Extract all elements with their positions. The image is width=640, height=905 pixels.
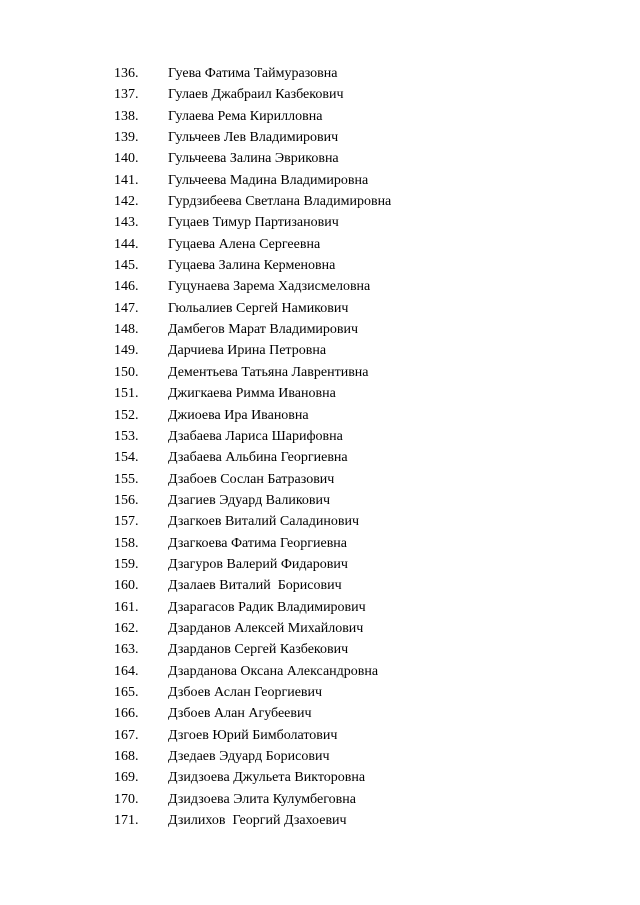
person-name: Дзарданов Сергей Казбекович — [168, 642, 349, 658]
person-name: Дзедаев Эдуард Борисович — [168, 749, 330, 764]
person-name: Гульчеева Залина Эвриковна — [168, 151, 339, 167]
person-name: Гульчеева Мадина Владимировна — [168, 172, 369, 188]
item-number: 139. — [114, 130, 139, 146]
item-number: 146. — [114, 279, 139, 295]
person-name: Гуцаева Алена Сергеевна — [168, 236, 321, 252]
item-number: 164. — [114, 663, 139, 679]
list-item — [0, 170, 640, 191]
list-item — [0, 511, 640, 532]
person-name: Дзгоев Юрий Бимболатович — [168, 727, 338, 743]
person-name: Гурдзибеева Светлана Владимировна — [168, 194, 392, 210]
list-item — [0, 554, 640, 575]
list-item — [0, 746, 640, 767]
item-number: 168. — [114, 749, 139, 764]
item-number: 166. — [114, 706, 139, 722]
item-number: 171. — [114, 813, 139, 829]
list-item — [0, 84, 640, 105]
person-name: Дарчиева Ирина Петровна — [168, 343, 327, 359]
item-number: 163. — [114, 642, 139, 658]
person-name: Дзарданов Алексей Михайлович — [168, 620, 364, 636]
list-item — [0, 575, 640, 596]
item-number: 165. — [114, 684, 139, 700]
list-item — [0, 426, 640, 447]
person-name: Дзарданова Оксана Александровна — [168, 663, 379, 679]
person-name: Дзилихов Георгий Дзахоевич — [168, 813, 347, 829]
person-name: Дзагуров Валерий Фидарович — [168, 556, 348, 572]
list-item — [0, 767, 640, 788]
item-number: 141. — [114, 172, 139, 188]
list-item — [0, 298, 640, 319]
item-number: 160. — [114, 578, 139, 594]
person-name: Дзарагасов Радик Владимирович — [168, 599, 366, 615]
person-name: Джигкаева Римма Ивановна — [168, 386, 336, 402]
list-item — [0, 405, 640, 426]
item-number: 155. — [114, 471, 139, 487]
person-name: Дзагкоев Виталий Саладинович — [168, 514, 360, 530]
item-number: 145. — [114, 258, 139, 274]
item-number: 156. — [114, 492, 139, 508]
person-name: Дзабаева Альбина Георгиевна — [168, 450, 348, 466]
item-number: 138. — [114, 108, 139, 124]
person-name: Дзабоев Сослан Батразович — [168, 471, 335, 487]
list-item — [0, 191, 640, 212]
item-number: 144. — [114, 236, 139, 252]
item-number: 142. — [114, 194, 139, 210]
list-item — [0, 703, 640, 724]
list-item — [0, 639, 640, 660]
item-number: 154. — [114, 450, 139, 466]
list-item — [0, 63, 640, 84]
item-number: 170. — [114, 791, 139, 807]
person-name: Гуцаева Залина Керменовна — [168, 258, 336, 274]
list-item — [0, 362, 640, 383]
list-item — [0, 597, 640, 618]
list-item — [0, 383, 640, 404]
item-number: 151. — [114, 386, 139, 402]
person-name: Дзалаев Виталий Борисович — [168, 578, 342, 594]
person-name: Гуева Фатима Таймуразовна — [168, 66, 338, 81]
person-name: Дзабаева Лариса Шарифовна — [168, 428, 343, 444]
item-number: 137. — [114, 87, 139, 103]
list-item — [0, 469, 640, 490]
item-number: 161. — [114, 599, 139, 615]
person-name: Гюльалиев Сергей Намикович — [168, 300, 349, 316]
item-number: 143. — [114, 215, 139, 231]
list-item — [0, 810, 640, 831]
list-item — [0, 490, 640, 511]
list-item — [0, 447, 640, 468]
list-item — [0, 212, 640, 233]
item-number: 157. — [114, 514, 139, 530]
item-number: 152. — [114, 407, 139, 423]
list-item — [0, 127, 640, 148]
name-list — [0, 63, 640, 831]
item-number: 169. — [114, 770, 139, 786]
item-number: 147. — [114, 300, 139, 316]
person-name: Дементьева Татьяна Лаврентивна — [168, 364, 369, 380]
list-item — [0, 148, 640, 169]
list-item — [0, 234, 640, 255]
item-number: 148. — [114, 322, 139, 338]
person-name: Джиоева Ира Ивановна — [168, 407, 309, 423]
person-name: Гулаев Джабраил Казбекович — [168, 87, 344, 103]
list-item — [0, 340, 640, 361]
list-item — [0, 276, 640, 297]
list-item — [0, 319, 640, 340]
item-number: 158. — [114, 535, 139, 551]
list-item — [0, 618, 640, 639]
item-number: 162. — [114, 620, 139, 636]
list-item — [0, 533, 640, 554]
item-number: 150. — [114, 364, 139, 380]
item-number: 153. — [114, 428, 139, 444]
person-name: Дзидзоева Элита Кулумбеговна — [168, 791, 356, 807]
list-item — [0, 661, 640, 682]
item-number: 140. — [114, 151, 139, 167]
person-name: Дзагкоева Фатима Георгиевна — [168, 535, 348, 551]
person-name: Дзагиев Эдуард Валикович — [168, 492, 331, 508]
person-name: Гульчеев Лев Владимирович — [168, 130, 339, 146]
person-name: Гуцаев Тимур Партизанович — [168, 215, 339, 231]
person-name: Дзбоев Алан Агубеевич — [168, 706, 312, 722]
person-name: Дзбоев Аслан Георгиевич — [168, 684, 323, 700]
list-item — [0, 725, 640, 746]
list-item — [0, 789, 640, 810]
person-name: Гуцунаева Зарема Хадзисмеловна — [168, 279, 371, 295]
list-item — [0, 682, 640, 703]
list-item — [0, 255, 640, 276]
person-name: Гулаева Рема Кирилловна — [168, 108, 323, 124]
list-item — [0, 106, 640, 127]
person-name: Дамбегов Марат Владимирович — [168, 322, 359, 338]
item-number: 159. — [114, 556, 139, 572]
item-number: 149. — [114, 343, 139, 359]
item-number: 136. — [114, 66, 139, 81]
item-number: 167. — [114, 727, 139, 743]
person-name: Дзидзоева Джульета Викторовна — [168, 770, 366, 786]
